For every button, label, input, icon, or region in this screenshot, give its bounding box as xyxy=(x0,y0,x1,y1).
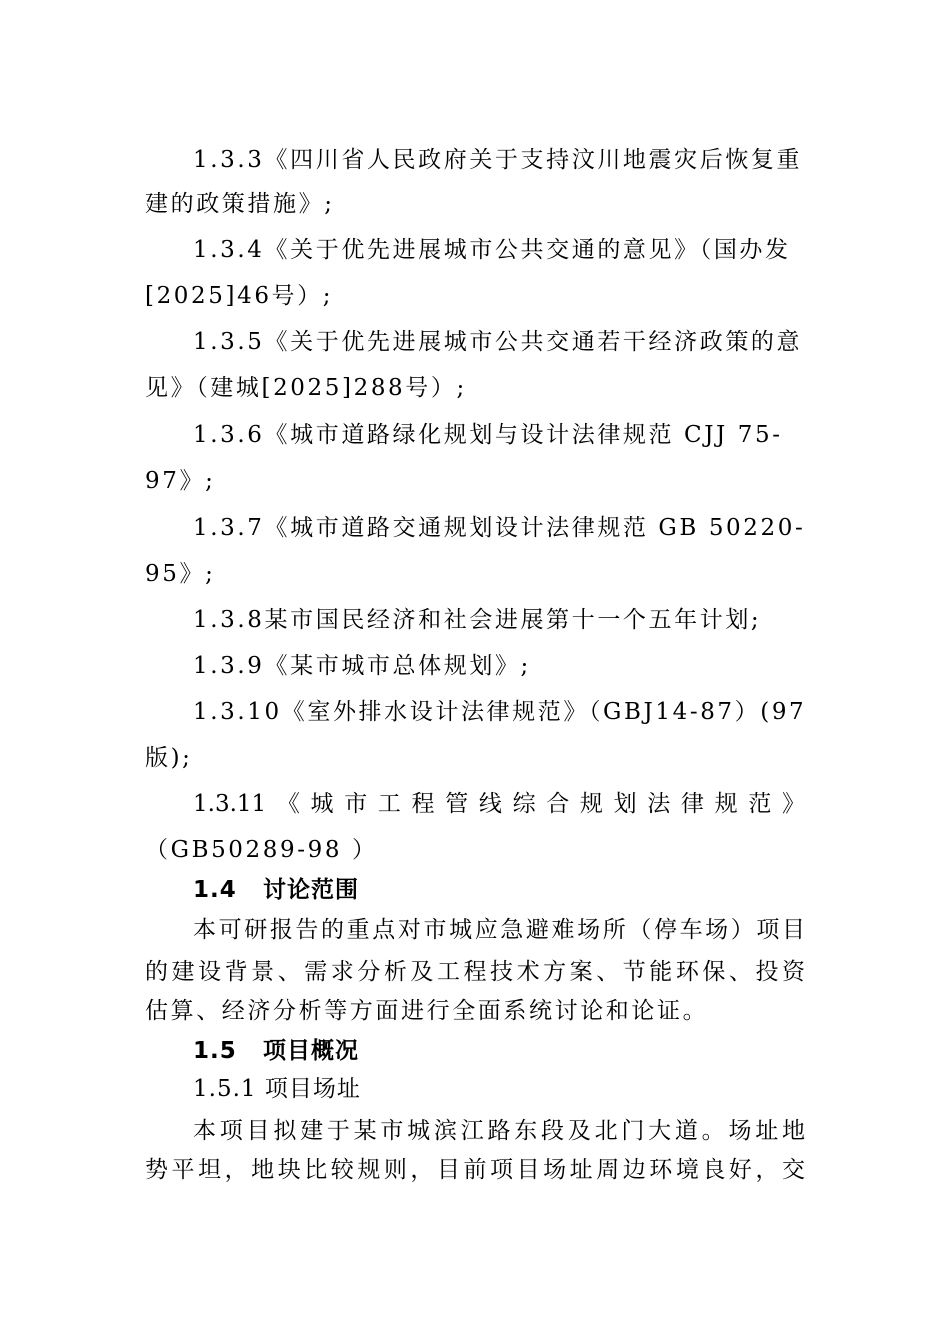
ref-1-3-11-line-1: 1.3.11《城市工程管线综合规划法律规范》 xyxy=(193,791,805,817)
scope-paragraph-line-2: 的建设背景、需求分析及工程技术方案、节能环保、投资 xyxy=(145,959,805,985)
ref-1-3-3-line-1: 1.3.3《四川省人民政府关于支持汶川地震灾后恢复重 xyxy=(193,147,803,173)
ref-1-3-10-line-1: 1.3.10《室外排水设计法律规范》（GBJ14-87）(97 xyxy=(193,699,807,725)
ref-1-3-8-line-1: 1.3.8某市国民经济和社会进展第十一个五年计划; xyxy=(193,607,762,633)
section-title-1-4: 讨论范围 xyxy=(263,877,359,903)
ref-1-3-11-line-2: （GB50289-98 ） xyxy=(145,837,378,863)
ref-1-3-7-line-1: 1.3.7《城市道路交通规划设计法律规范 GB 50220- xyxy=(193,515,806,541)
ref-1-3-6-line-1: 1.3.6《城市道路绿化规划与设计法律规范 CJJ 75- xyxy=(193,422,783,448)
site-paragraph-line-2: 势平坦，地块比较规则，目前项目场址周边环境良好，交 xyxy=(145,1157,805,1183)
ref-1-3-4-line-2: [2025]46号）; xyxy=(145,283,334,309)
ref-1-3-6-line-2: 97》; xyxy=(145,468,216,494)
ref-1-3-7-line-2: 95》; xyxy=(145,561,216,587)
section-title-1-5: 项目概况 xyxy=(263,1038,359,1064)
site-paragraph-line-1: 本项目拟建于某市城滨江路东段及北门大道。场址地 xyxy=(193,1118,805,1144)
ref-1-3-5-line-2: 见》（建城[2025]288号）; xyxy=(145,375,467,401)
ref-1-3-4-line-1: 1.3.4《关于优先进展城市公共交通的意见》（国办发 xyxy=(193,237,791,263)
ref-1-3-5-line-1: 1.3.5《关于优先进展城市公共交通若干经济政策的意 xyxy=(193,329,803,355)
section-heading-1-5 xyxy=(193,1036,359,1066)
ref-1-3-10-line-2: 版); xyxy=(145,745,193,771)
ref-1-3-3-line-2: 建的政策措施》; xyxy=(145,191,335,217)
subsection-heading-1-5-1: 1.5.1 项目场址 xyxy=(193,1076,361,1102)
section-number-1-4: 1.4 xyxy=(193,877,237,903)
scope-paragraph-line-3: 估算、经济分析等方面进行全面系统讨论和论证。 xyxy=(145,998,709,1024)
ref-1-3-9-line-1: 1.3.9《某市城市总体规划》; xyxy=(193,653,531,679)
scope-paragraph-line-1: 本可研报告的重点对市城应急避难场所（停车场）项目 xyxy=(193,917,805,943)
section-number-1-5: 1.5 xyxy=(193,1038,237,1064)
section-heading-1-4 xyxy=(193,875,359,905)
